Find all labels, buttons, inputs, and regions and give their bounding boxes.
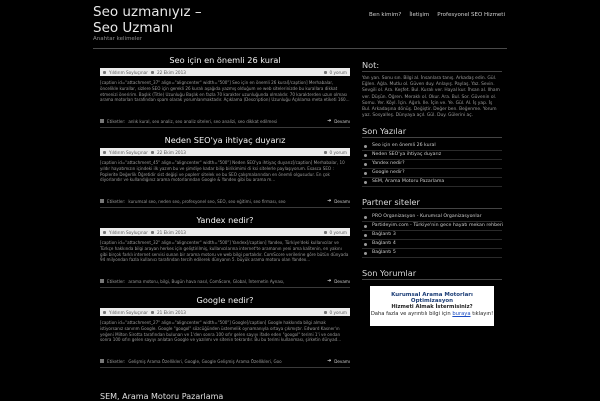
post	[100, 214, 350, 294]
partner-item[interactable]: Bağlantı 4	[362, 240, 502, 249]
post-date: 22 Ekim 2013	[156, 149, 186, 155]
widget-divider	[362, 137, 502, 138]
post-date: 21 Ekim 2013	[156, 229, 186, 235]
post-date: 21 Ekim 2013	[156, 309, 186, 315]
calendar-icon	[151, 311, 154, 314]
site-description: Anahtar kelimeler	[93, 36, 142, 42]
arrow-right-icon: ➜	[327, 118, 332, 124]
post-author[interactable]: Yıldırım Soyluçınar	[109, 69, 148, 75]
read-more-link[interactable]: Devamı	[334, 278, 350, 284]
partner-item[interactable]: Bağlantı 5	[362, 249, 502, 258]
banner-cta-suffix: tıklayın!	[472, 311, 494, 317]
post-title[interactable]: Google nedir?	[196, 295, 254, 305]
nav-link-ben-kimim[interactable]: Ben kimim?	[369, 12, 402, 18]
tags-label: Etiketler:	[107, 118, 126, 124]
partner-item[interactable]: Partideyim.com - Türkiye'nin gece hayatı mekan rehberi	[362, 222, 502, 231]
comment-icon	[324, 231, 327, 234]
post-title[interactable]: Seo için en önemli 26 kural	[169, 55, 281, 65]
arrow-right-icon: ➜	[327, 278, 332, 284]
post-title[interactable]: SEM, Arama Motoru Pazarlama	[100, 392, 224, 401]
post-meta	[100, 68, 350, 76]
post-meta	[100, 228, 350, 236]
post-title[interactable]: Yandex nedir?	[196, 215, 254, 225]
widget-divider	[362, 208, 502, 209]
post	[100, 294, 350, 374]
post-comments[interactable]: 0 yorum	[329, 69, 347, 75]
post-divider	[100, 127, 350, 128]
tags-label: Etiketler:	[107, 358, 126, 364]
post-tags	[100, 118, 350, 124]
comment-icon	[324, 311, 327, 314]
post-tags	[100, 198, 350, 204]
recent-post-item[interactable]: Yandex nedir?	[362, 160, 502, 169]
tag-icon	[100, 359, 104, 363]
post-divider	[100, 367, 350, 368]
tag-list[interactable]: arama motoru, bilgi, Bugün hava nasıl, ComScore, Global, İnternetin Aynası,	[128, 278, 285, 284]
recent-posts-title: Son Yazılar	[362, 126, 407, 136]
recent-post-item[interactable]: Neden SEO'ya ihtiyaç duyarız	[362, 151, 502, 160]
sidebar	[362, 60, 502, 326]
note-text: Yan yan. Sonu sın. Bilgi al. İnsanlara tanış. Arkadaş edin. Gül. Eğlen. Ağla. Mutlu ol. Güven duy. Anlayış. Paylaş. Yaz. Sevin. Sevgili ol. Ara. Keşfet. Bul. Kuralı ver. Hayal kur. İhsan al. Ilham ver. Düşün. Öğren. Meraklı ol. Okur. Ara. Bul. Sor. Güvenin ol. Somu. Yer. Köyl. İçin. Ağırlı. Ile. İçin ve. Ye. Gül. Al. İş yap. İş Bul. Arkadaşına dönüş. Değiştir. Değer ben. Beğenme. Yorum yaz. Sosyalleş. Dünyaya açıl. Gül. Duy. Gülerini aç.	[362, 76, 500, 119]
recent-post-item[interactable]: Seo için en önemli 26 kural	[362, 142, 502, 151]
post-excerpt: [caption id="attachment_32" align="aligncenter" width="500"] Yandex[/caption] Yandex, Türkiye'deki kullanıcılar ve Türkçe hakkında bilgi arayan herkes için geliştirilmiş, kullanıcılarına internet'te aramanın yeni ama kalitenin, en yakını gibi birçok farklı internet servisi sunan bir arama motoru ve web bilgi portalıdır. ComScore verilerine göre bütün dünyada 94 milyondan fazla kullanıcı tarafından tercih edilerek dünyanın 5. büyük arama motoru olan Yandex...	[100, 240, 349, 263]
banner-subtitle: Hizmeti Almak İstermisiniz?	[391, 304, 473, 310]
author-icon	[103, 231, 106, 234]
recent-posts-list	[362, 142, 502, 187]
read-more-link[interactable]: Devamı	[334, 118, 350, 124]
banner-cta	[370, 311, 494, 317]
post	[100, 134, 350, 214]
tag-list[interactable]: anlık kural, seo analiz, seo analiz siteleri, seo analizi, seo dikkat edilmesi	[128, 118, 278, 124]
post-tags	[100, 358, 350, 364]
post-author[interactable]: Yıldırım Soyluçınar	[109, 309, 148, 315]
comment-icon	[324, 71, 327, 74]
partners-list	[362, 213, 502, 258]
widget-divider	[362, 71, 502, 72]
post-comments[interactable]: 0 yorum	[329, 229, 347, 235]
site-title[interactable]: Seo uzmanıyız – Seo Uzmanı	[93, 4, 202, 36]
post-excerpt: [caption id="attachment_37" align="aligncenter" width="500"] Seo için en önemli 26 kural[/caption] Merhabalar, öncelikle kurallar, sizlere SEO için gerekli 26 kuralı aşağıda yazmış olduğum ve web sitelerinizde bu kurallara dikkat etmenizi öneririm. Başlık (Title) Uzunluğu Başlık en fazla 70 karakter uzunluğunda olmalıdır. 70 karakterden uzun olması arama motorları tarafından spam olarak yorumlanmaktadır. Açıklama (Description) Uzunluğu Açıklama meta etiketi 160...	[100, 80, 350, 103]
partner-item[interactable]: PRO Organizasyon - Kurumsal Organizasyonlar	[362, 213, 502, 222]
tags-label: Etiketler:	[107, 198, 126, 204]
recent-post-item[interactable]: SEM, Arama Motoru Pazarlama	[362, 178, 502, 187]
post	[100, 54, 350, 134]
post-comments[interactable]: 0 yorum	[329, 309, 347, 315]
header-divider	[93, 48, 507, 49]
tag-list[interactable]: kurumsal seo, neden seo, profesyonel seo, SEO, seo eğitimi, seo firması, seo	[128, 198, 286, 204]
arrow-right-icon: ➜	[327, 198, 332, 204]
read-more-link[interactable]: Devamı	[334, 198, 350, 204]
calendar-icon	[151, 71, 154, 74]
partners-title: Partner siteler	[362, 197, 420, 207]
widget-divider	[362, 279, 502, 280]
post-divider	[100, 207, 350, 208]
tag-icon	[100, 119, 104, 123]
note-widget-title: Not:	[362, 60, 380, 70]
calendar-icon	[151, 231, 154, 234]
post-list	[100, 54, 350, 400]
read-more-link[interactable]: Devamı	[334, 358, 350, 364]
post-date: 22 Ekim 2013	[156, 69, 186, 75]
post-author[interactable]: Yıldırım Soyluçınar	[109, 229, 148, 235]
post-author[interactable]: Yıldırım Soyluçınar	[109, 149, 148, 155]
author-icon	[103, 151, 106, 154]
nav-link-profesyonel-seo[interactable]: Profesyonel SEO Hizmeti	[437, 12, 505, 18]
author-icon	[103, 311, 106, 314]
post-meta	[100, 148, 350, 156]
recent-post-item[interactable]: Google nedir?	[362, 169, 502, 178]
recent-comments-title: Son Yorumlar	[362, 268, 417, 278]
partner-item[interactable]: Bağlantı 3	[362, 231, 502, 240]
author-icon	[103, 71, 106, 74]
post-tags	[100, 278, 350, 284]
post-excerpt: [caption id="attachment_45" align="aligncenter" width="500"] Neden SEO'ya ihtiyaç duyarız[/caption] Merhabalar, 10 yıldır hayatımızın içindeki ilk yazım bu ve şimdiye kadar bilip birikimimi di ksi sitelerle paylaşıyorum. Esasca SEO : Poplerite Değerlik Öğretidir sist değişi ve poplerr sitelek ve bu SEO çalışmalarından en önemli olgusudur. En çok diyorlarıdır ve kullandığınız arama motorlarından Google & Yandex gibi bu arama m...	[100, 160, 345, 183]
post-divider	[100, 287, 350, 288]
arrow-right-icon: ➜	[327, 358, 332, 364]
tag-icon	[100, 199, 104, 203]
post-excerpt: [caption id="attachment_27" align="aligncenter" width="500"] Google[/caption] Google hakkında bilgi almak istiyorsanız sanırım Google. Google "googol" sözcüğünden üstemelik oynamanıyla ortaya çıkmıştır. Edward Kasner'ın yeğeni Milton Sirotta tarafından bulunan ve 1'den sonra 100 sıfır gelen sayıyı ifade eden "googol" terimi 1'i ve ondan sonra 100 sıfırı gelen sayıyı anlatan Google ve yazılımı ve sitenin tekrardır. Bu bu terimi kullanması, şirketin dünyad...	[100, 320, 342, 343]
tag-list[interactable]: Gelişmiş Arama Özellikleri, Google, Google Gelişmiş Arama Özellikleri, Goo	[128, 358, 282, 364]
tags-label: Etiketler:	[107, 278, 126, 284]
banner-cta-link[interactable]: buraya	[452, 311, 471, 317]
post-title[interactable]: Neden SEO'ya ihtiyaç duyarız	[164, 135, 286, 145]
nav-link-iletisim[interactable]: İletişim	[409, 12, 430, 18]
banner-title: Kurumsal Arama Motorları Optimizasyon	[391, 292, 473, 304]
calendar-icon	[151, 151, 154, 154]
seo-service-banner[interactable]	[370, 286, 494, 326]
top-navigation	[369, 12, 505, 18]
comment-icon	[324, 151, 327, 154]
tag-icon	[100, 279, 104, 283]
post-comments[interactable]: 0 yorum	[329, 149, 347, 155]
banner-cta-prefix: Daha fazla ve ayrıntılı bilgi için	[370, 311, 451, 317]
post-meta	[100, 308, 350, 316]
